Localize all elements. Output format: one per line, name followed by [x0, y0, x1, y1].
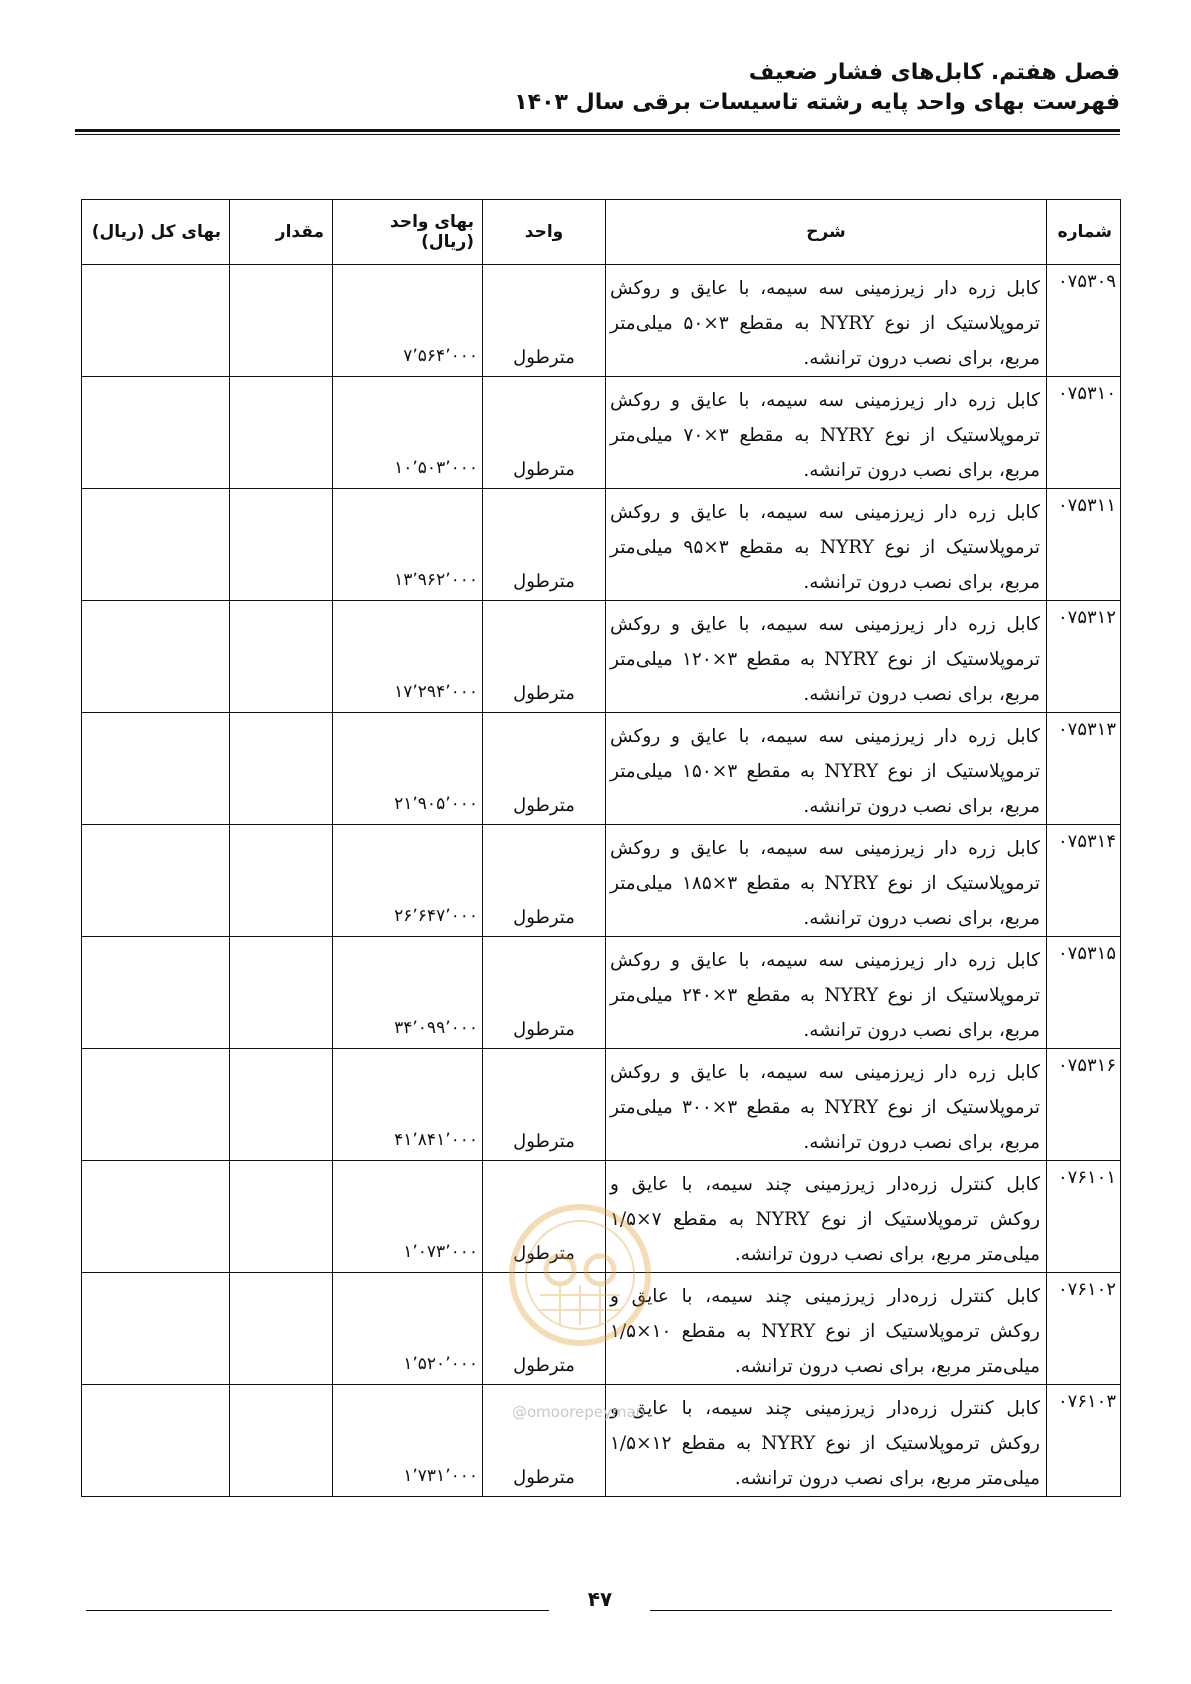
item-number: ۰۷۵۳۰۹ [1047, 265, 1121, 377]
item-description: کابل زره دار زیرزمینی سه سیمه، با عایق و روکش ترموپلاستیک از نوع NYRY به مقطع ۳×۱۲۰ میلی‌متر مربع، برای نصب درون ترانشه. [606, 601, 1047, 713]
item-total-price [82, 489, 230, 601]
item-quantity [230, 937, 333, 1049]
item-description: کابل زره دار زیرزمینی سه سیمه، با عایق و روکش ترموپلاستیک از نوع NYRY به مقطع ۳×۷۰ میلی‌متر مربع، برای نصب درون ترانشه. [606, 377, 1047, 489]
item-unit: مترطول [483, 713, 606, 825]
table-row [82, 1049, 1121, 1161]
item-unit-price: ۱۷٬۲۹۴٬۰۰۰ [333, 601, 483, 713]
table-row [82, 377, 1121, 489]
item-unit: مترطول [483, 377, 606, 489]
footer-divider-right [650, 1610, 1112, 1611]
table-row [82, 1385, 1121, 1497]
item-description: کابل زره دار زیرزمینی سه سیمه، با عایق و روکش ترموپلاستیک از نوع NYRY به مقطع ۳×۳۰۰ میلی‌متر مربع، برای نصب درون ترانشه. [606, 1049, 1047, 1161]
item-unit: مترطول [483, 825, 606, 937]
item-unit-price: ۷٬۵۶۴٬۰۰۰ [333, 265, 483, 377]
table-header-row [82, 200, 1121, 265]
item-number: ۰۷۵۳۱۲ [1047, 601, 1121, 713]
item-unit: مترطول [483, 1385, 606, 1497]
item-total-price [82, 937, 230, 1049]
item-unit: مترطول [483, 937, 606, 1049]
item-quantity [230, 601, 333, 713]
item-unit-price: ۱۳٬۹۶۲٬۰۰۰ [333, 489, 483, 601]
header-divider-thick [75, 129, 1120, 132]
price-list-table [81, 199, 1121, 1497]
item-unit-price: ۳۴٬۰۹۹٬۰۰۰ [333, 937, 483, 1049]
item-description: کابل کنترل زره‌دار زیرزمینی چند سیمه، با عایق و روکش ترموپلاستیک از نوع NYRY به مقطع ۱۰×۱/۵ میلی‌متر مربع، برای نصب درون ترانشه. [606, 1273, 1047, 1385]
column-header-unit: واحد [483, 200, 606, 265]
item-total-price [82, 265, 230, 377]
column-header-unit-price: بهای واحد (ریال) [333, 200, 483, 265]
item-unit-price: ۱۰٬۵۰۳٬۰۰۰ [333, 377, 483, 489]
item-total-price [82, 1161, 230, 1273]
page-number: ۴۷ [587, 1587, 613, 1611]
item-quantity [230, 713, 333, 825]
item-unit: مترطول [483, 1049, 606, 1161]
item-description: کابل زره دار زیرزمینی سه سیمه، با عایق و روکش ترموپلاستیک از نوع NYRY به مقطع ۳×۲۴۰ میلی‌متر مربع، برای نصب درون ترانشه. [606, 937, 1047, 1049]
watermark-handle: @omoorepeyman [512, 1403, 646, 1421]
item-number: ۰۷۵۳۱۰ [1047, 377, 1121, 489]
item-unit-price: ۱٬۰۷۳٬۰۰۰ [333, 1161, 483, 1273]
chapter-title: فصل هفتم. کابل‌های فشار ضعیف [748, 60, 1120, 85]
column-header-number: شماره [1047, 200, 1121, 265]
item-total-price [82, 1049, 230, 1161]
item-unit-price: ۲۱٬۹۰۵٬۰۰۰ [333, 713, 483, 825]
table-row [82, 265, 1121, 377]
table-row [82, 937, 1121, 1049]
item-number: ۰۷۵۳۱۵ [1047, 937, 1121, 1049]
document-title: فهرست بهای واحد پایه رشته تاسیسات برقی سال ۱۴۰۳ [514, 90, 1120, 115]
item-description: کابل کنترل زره‌دار زیرزمینی چند سیمه، با عایق و روکش ترموپلاستیک از نوع NYRY به مقطع ۷×۱/۵ میلی‌متر مربع، برای نصب درون ترانشه. [606, 1161, 1047, 1273]
item-quantity [230, 489, 333, 601]
item-description: کابل زره دار زیرزمینی سه سیمه، با عایق و روکش ترموپلاستیک از نوع NYRY به مقطع ۳×۱۵۰ میلی‌متر مربع، برای نصب درون ترانشه. [606, 713, 1047, 825]
column-header-quantity: مقدار [230, 200, 333, 265]
item-description: کابل کنترل زره‌دار زیرزمینی چند سیمه، با عایق و روکش ترموپلاستیک از نوع NYRY به مقطع ۱۲×۱/۵ میلی‌متر مربع، برای نصب درون ترانشه. [606, 1385, 1047, 1497]
header-divider-thin [75, 134, 1120, 135]
item-unit: مترطول [483, 1273, 606, 1385]
table-row [82, 825, 1121, 937]
page-header [75, 58, 1120, 118]
item-total-price [82, 1273, 230, 1385]
column-header-description: شرح [606, 200, 1047, 265]
item-unit: مترطول [483, 1161, 606, 1273]
item-quantity [230, 1385, 333, 1497]
item-unit-price: ۱٬۷۳۱٬۰۰۰ [333, 1385, 483, 1497]
item-number: ۰۷۵۳۱۱ [1047, 489, 1121, 601]
item-unit-price: ۱٬۵۲۰٬۰۰۰ [333, 1273, 483, 1385]
item-total-price [82, 713, 230, 825]
item-number: ۰۷۶۱۰۱ [1047, 1161, 1121, 1273]
item-quantity [230, 1161, 333, 1273]
item-quantity [230, 1049, 333, 1161]
table-row [82, 1161, 1121, 1273]
item-number: ۰۷۵۳۱۳ [1047, 713, 1121, 825]
item-unit-price: ۴۱٬۸۴۱٬۰۰۰ [333, 1049, 483, 1161]
item-number: ۰۷۶۱۰۳ [1047, 1385, 1121, 1497]
item-quantity [230, 377, 333, 489]
item-unit: مترطول [483, 265, 606, 377]
item-total-price [82, 1385, 230, 1497]
item-number: ۰۷۵۳۱۶ [1047, 1049, 1121, 1161]
item-total-price [82, 601, 230, 713]
column-header-total-price: بهای کل (ریال) [82, 200, 230, 265]
item-quantity [230, 1273, 333, 1385]
item-description: کابل زره دار زیرزمینی سه سیمه، با عایق و روکش ترموپلاستیک از نوع NYRY به مقطع ۳×۱۸۵ میلی‌متر مربع، برای نصب درون ترانشه. [606, 825, 1047, 937]
item-number: ۰۷۶۱۰۲ [1047, 1273, 1121, 1385]
table-row [82, 601, 1121, 713]
item-quantity [230, 825, 333, 937]
item-unit-price: ۲۶٬۶۴۷٬۰۰۰ [333, 825, 483, 937]
item-description: کابل زره دار زیرزمینی سه سیمه، با عایق و روکش ترموپلاستیک از نوع NYRY به مقطع ۳×۹۵ میلی‌متر مربع، برای نصب درون ترانشه. [606, 489, 1047, 601]
table-row [82, 713, 1121, 825]
item-quantity [230, 265, 333, 377]
item-unit: مترطول [483, 601, 606, 713]
item-unit: مترطول [483, 489, 606, 601]
table-row [82, 489, 1121, 601]
item-total-price [82, 377, 230, 489]
table-row [82, 1273, 1121, 1385]
item-number: ۰۷۵۳۱۴ [1047, 825, 1121, 937]
item-description: کابل زره دار زیرزمینی سه سیمه، با عایق و روکش ترموپلاستیک از نوع NYRY به مقطع ۳×۵۰ میلی‌متر مربع، برای نصب درون ترانشه. [606, 265, 1047, 377]
item-total-price [82, 825, 230, 937]
footer-divider-left [86, 1610, 549, 1611]
